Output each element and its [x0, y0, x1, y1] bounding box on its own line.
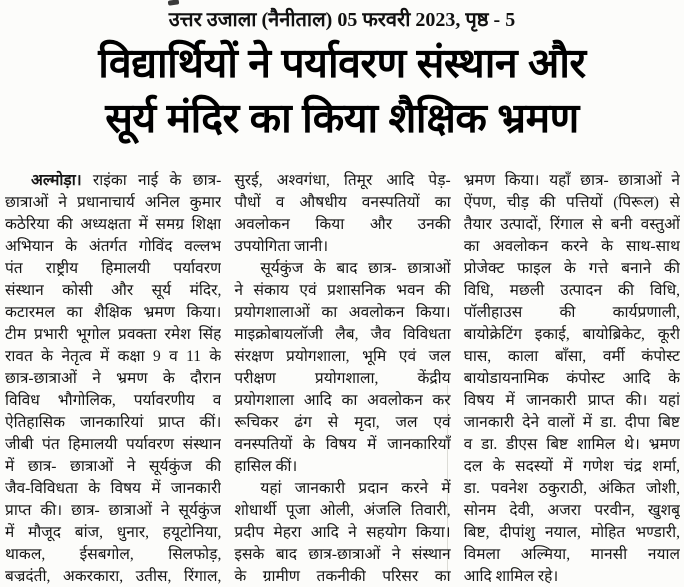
article-line: विषय में जानकारी प्राप्त की। यहां [463, 392, 680, 409]
article-line: जैव-विविधता के विषय में जानकारी [5, 480, 222, 497]
article-line: दल के सदस्यों में गणेश चंद्र शर्मा, [463, 458, 680, 475]
article-line: बायोक्रेटिंग इकाई, बायोब्रिकेट, कूरी [463, 326, 680, 343]
article-column-2 [234, 170, 450, 587]
article-line: टीम प्रभारी भूगोल प्रवक्ता रमेश सिंह [5, 326, 222, 343]
article-line: अभियान के अंतर्गत गोविंद वल्लभ [5, 238, 222, 255]
article-line: में छात्र- छात्राओं ने सूर्यकुंज की [5, 458, 222, 475]
article-line: ने संकाय एवं प्रशासनिक भवन की [234, 282, 451, 299]
article-line: आदि शामिल रहे। [463, 568, 559, 585]
article-column-1 [5, 170, 221, 587]
article-line: प्राप्त की। छात्र- छात्राओं ने सूर्यकुंज [5, 502, 222, 519]
article-line: विविध भौगोलिक, पर्यावरणीय व [5, 392, 222, 409]
article-line: के ग्रामीण तकनीकी परिसर का [234, 568, 451, 585]
article-line: थाकल, ईसबगोल, सिलफोड़, [5, 546, 222, 563]
article-line: पंत राष्ट्रीय हिमालयी पर्यावरण [5, 260, 222, 277]
article-line: यहां जानकारी प्रदान करने में [260, 480, 451, 497]
article-line: पौधों व औषधीय वनस्पतियों का [234, 194, 451, 211]
article-line: हासिल कीं। [234, 458, 298, 475]
article-line: कटारमल का शैक्षिक भ्रमण किया। [5, 304, 222, 321]
article-line: ऐंपण, चीड़ की पत्तियों (पिरूल) से [463, 194, 680, 211]
article-line: उपयोगिता जानी। [234, 238, 329, 255]
article-line: का अवलोकन करने के साथ-साथ [463, 238, 680, 255]
article-body [5, 170, 680, 587]
article-line: सोनम देवी, अजरा परवीन, खुशबू [463, 502, 680, 519]
article-line: व डा. डीएस बिष्ट शामिल थे। भ्रमण [463, 436, 680, 453]
article-line: विमला अल्मिया, मानसी नयाल [463, 546, 680, 563]
article-line: ऐतिहासिक जानकारियां प्राप्त कीं। [5, 414, 222, 431]
article-line: प्रोजेक्ट फाइल के गत्ते बनाने की [463, 260, 680, 277]
article-line: छात्राओं ने प्रधानाचार्य अनिल कुमार [5, 194, 222, 211]
article-line: भ्रमण किया। यहाँ छात्र- छात्राओं ने [463, 172, 680, 189]
article-line: विधि, मछली उत्पादन की विधि, [463, 282, 680, 299]
article-line: शोधार्थी पूजा ओली, अंजलि तिवारी, [234, 502, 451, 519]
article-column-3 [464, 170, 680, 587]
article-line: रूचिकर ढंग से मृदा, जल एवं [234, 414, 451, 431]
article-line: सुरई, अश्वगंधा, तिमूर आदि पेड़- [234, 172, 451, 189]
article-line: अवलोकन किया और उनकी [234, 216, 451, 233]
article-headline [0, 36, 684, 146]
article-line: इसके बाद छात्र-छात्राओं ने संस्थान [234, 546, 451, 563]
article-line: डा. पवनेश ठकुराठी, अंकित जोशी, [463, 480, 680, 497]
dateline: अल्मोड़ा। [31, 172, 82, 189]
article-line: प्रयोगशालाओं का अवलोकन किया। [234, 304, 451, 321]
article-line: में मौजूद बांज, धुनार, हयूटोनिया, [5, 524, 222, 541]
article-line: माइक्रोबायलॉजी लैब, जैव विविधता [234, 326, 451, 343]
article-line: परीक्षण प्रयोगशाला, केंद्रीय [234, 370, 451, 387]
article-line: संस्थान कोसी और सूर्य मंदिर, [5, 282, 222, 299]
article-line: सूर्यकुंज के बाद छात्र- छात्राओं [260, 260, 451, 277]
article-line: घास, काला बाँसा, वर्मी कंपोस्ट [463, 348, 680, 365]
article-line: बिष्ट, दीपांशु नयाल, मोहित भण्डारी, [463, 524, 680, 541]
article-line: तैयार उत्पादों, रिंगाल से बनी वस्तुओं [463, 216, 680, 233]
article-line: अल्मोड़ा। राइंका नाई के छात्र- [31, 172, 222, 189]
headline-line-1: विद्यार्थियों ने पर्यावरण संस्थान और [98, 40, 586, 86]
article-line: प्रदीप मेहरा आदि ने सहयोग किया। [234, 524, 451, 541]
article-line: बज्रदंती, अकरकारा, उतीस, रिंगाल, [5, 568, 222, 585]
article-line: वनस्पतियों के विषय में जानकारियाँ [234, 436, 451, 453]
article-line: संरक्षण प्रयोगशाला, भूमि एवं जल [234, 348, 451, 365]
article-line: जीबी पंत हिमालयी पर्यावरण संस्थान [5, 436, 222, 453]
article-line: जानकारी देने वालों में डा. दीपा बिष्ट [463, 414, 680, 431]
article-line: पॉलीहाउस की कार्यप्रणाली, [463, 304, 680, 321]
masthead-publication-line: उत्तर उजाला (नैनीताल) 05 फरवरी 2023, पृष्ठ - 5 [168, 9, 516, 31]
article-line: छात्र-छात्राओं ने भ्रमण के दौरान [5, 370, 222, 387]
article-line: रावत के नेतृत्व में कक्षा 9 व 11 के [5, 348, 222, 365]
article-line: बायोडायनामिक कंपोस्ट आदि के [463, 370, 680, 387]
article-line: प्रयोगशाला आदि का अवलोकन कर [234, 392, 451, 409]
headline-line-2: सूर्य मंदिर का किया शैक्षिक भ्रमण [105, 95, 579, 141]
article-line: कठेरिया की अध्यक्षता में समग्र शिक्षा [5, 216, 222, 233]
